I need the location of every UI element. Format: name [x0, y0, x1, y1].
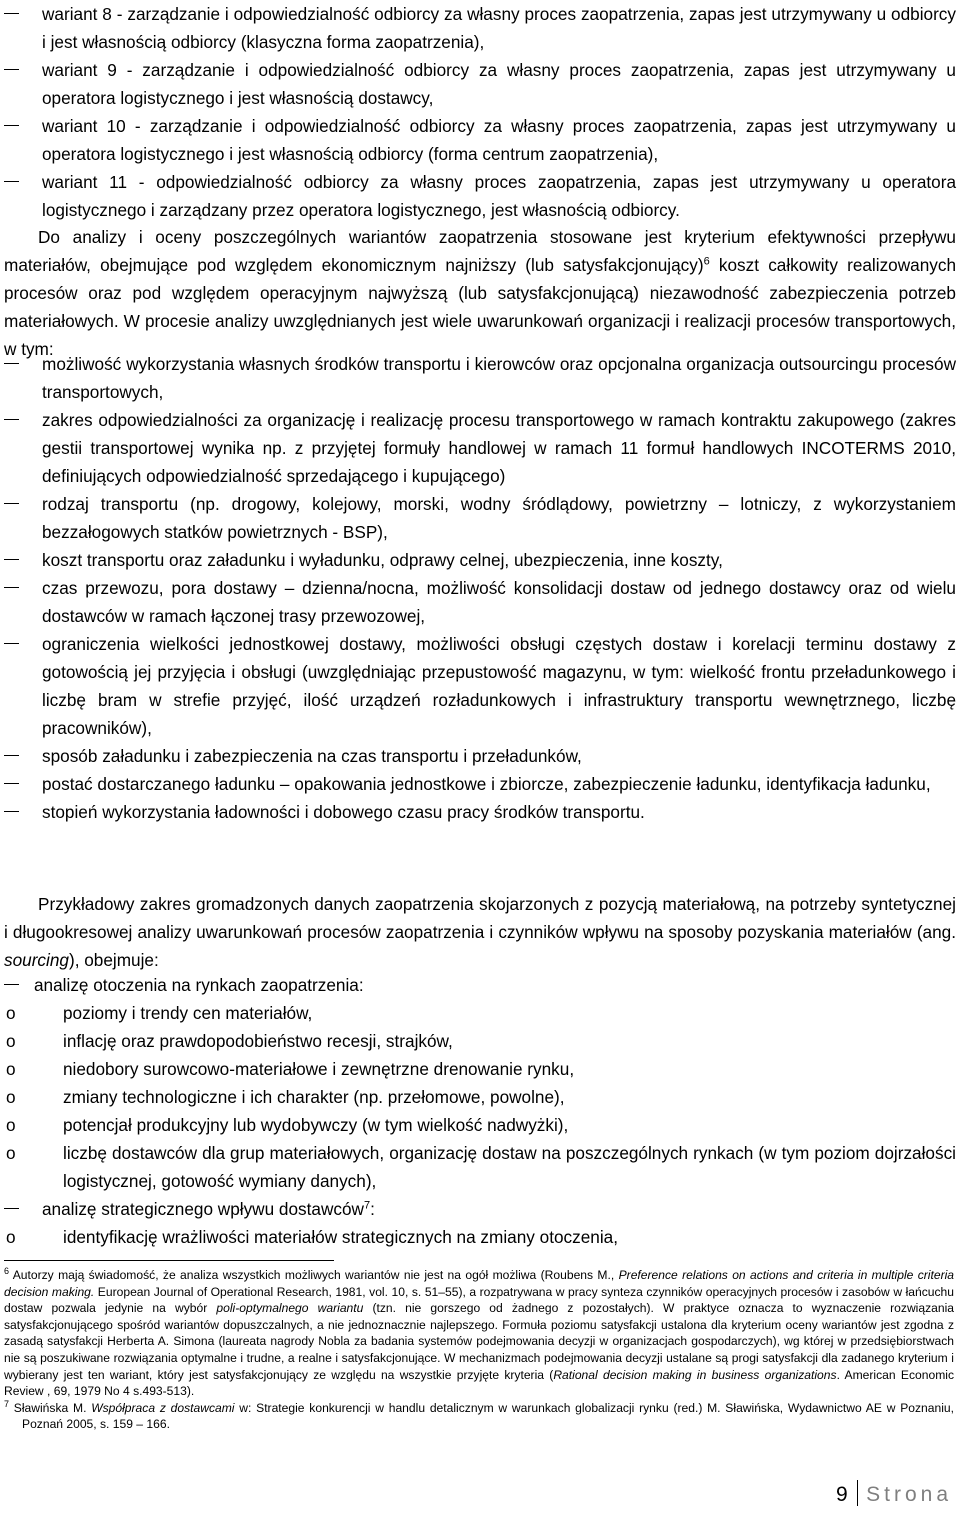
sublist-item: o poziomy i trendy cen materiałów, — [4, 999, 956, 1027]
dash-marker — [4, 643, 19, 644]
page-number: 9 — [835, 1483, 848, 1506]
dash-marker — [4, 755, 19, 756]
footnote-ref: 7 — [363, 1199, 371, 1212]
dash-marker — [4, 13, 19, 14]
dash-marker — [4, 587, 19, 588]
list-item: stopień wykorzystania ładowności i dobowego czasu pracy środków transportu. — [4, 798, 956, 826]
dash-marker — [4, 419, 19, 420]
list-item: wariant 8 - zarządzanie i odpowiedzialność odbiorcy za własny proces zaopatrzenia, zapas jest utrzymywany u odbiorcy i jest własnością odbiorcy (klasyczna forma zaopatrzenia), — [4, 0, 956, 56]
list-item: postać dostarczanego ładunku – opakowania jednostkowe i zbiorcze, zabezpieczenie ładunku, identyfikacja ładunku, — [4, 770, 956, 798]
list-item: rodzaj transportu (np. drogowy, kolejowy, morski, wodny śródlądowy, powietrzny – lotniczy, z wykorzystaniem bezzałogowych statków powietrznych - BSP), — [4, 490, 956, 546]
paragraph-efficiency-criterion: Do analizy i oceny poszczególnych wariantów zaopatrzenia stosowane jest kryterium efektywności przepływu materiałów, obejmujące pod względem ekonomicznym najniższy (lub satysfakcjonujący)$^6$ koszt całkowity realizowanych procesów oraz pod względem operacyjnym najwyższą (lub satysfakcjonującą) niezawodność zabezpieczenia potrzeb materiałowych. W procesie analizy uwzględnianych jest wiele uwarunkowań organizacji i realizacji procesów transportowych, w tym: — [4, 227, 957, 359]
list-item: analizę strategicznego wpływu dostawców$^7$: — [4, 1195, 956, 1223]
footnote-number: 6 — [4, 1265, 10, 1276]
circle-marker: o — [6, 1087, 16, 1107]
dash-marker — [4, 1208, 19, 1209]
list-item: wariant 9 - zarządzanie i odpowiedzialność odbiorcy za własny proces zaopatrzenia, zapas jest utrzymywany u operatora logistycznego i jest własnością dostawcy, — [4, 56, 956, 112]
footer-separator — [857, 1480, 859, 1506]
list-item: czas przewozu, pora dostawy – dzienna/nocna, możliwość konsolidacji dostaw od jednego dostawcy oraz od wielu dostawców w ramach łączonej trasy przewozowej, — [4, 574, 956, 630]
dash-marker — [4, 503, 19, 504]
list-item: analizę otoczenia na rynkach zaopatrzenia: — [4, 971, 956, 999]
environment-analysis-sublist — [4, 999, 956, 1195]
footnote-separator — [4, 1260, 334, 1261]
circle-marker: o — [6, 1143, 16, 1163]
dash-marker — [4, 783, 19, 784]
sublist-item: o niedobory surowcowo-materiałowe i zewnętrzne drenowanie rynku, — [4, 1055, 956, 1083]
list-item: wariant 11 - odpowiedzialność odbiorcy za własny proces zaopatrzenia, zapas jest utrzymywany u operatora logistycznego i zarządzany przez operatora logistycznego, jest własnością odbiorcy. — [4, 168, 956, 224]
footnote-6: $^6$ Autorzy mają świadomość, że analiza wszystkich możliwych wariantów nie jest na ogół możliwa (Roubens M., Preference relations on actions and criteria in multiple criteria decision making. European Journal of Operational Research, 1981, vol. 10, s. 51–55), a rozpatrywana w pracy synteza czynników operacyjnych procesów i zasobów w łańcuchu dostaw pozwala jedynie na wybór poli-optymalnego wariantu (tzn. nie gorszego od żadnego z pozostałych). W praktyce oznacza to wyznaczenie rozwiązania satysfakcjonującego spośród wariantów dopuszczalnych, a nie jednoznacznie najlepszego. Formuła poziomu satysfakcji ustalona dla kryterium oceny wariantów jest zgodna z zasadą satysfakcji Herberta A. Simona (laureata nagrody Nobla za badania systemów podejmowania decyzji w organizacjach gospodarczych), wg której w przedsiębiorstwach nie są poszukiwane rozwiązania optymalne i trudne, a realne i satysfakcjonujące. W mechanizmach podejmowania decyzji ustalane są progi satysfakcji dla zadanego kryterium i wybierany jest ten wariant, który jest satysfakcjonujący ze względu na wszystkie przyjęte kryteria (Rational decision making in business organizations. American Economic Review , 69, 1979 No 4 s.493-513). — [4, 1265, 955, 1399]
dash-marker — [4, 181, 19, 182]
page-label: Strona — [866, 1483, 952, 1506]
dash-marker — [4, 125, 19, 126]
paragraph-sourcing-data: Przykładowy zakres gromadzonych danych zaopatrzenia skojarzonych z pozycją materiałową, na potrzeby syntetycznej i długookresowej analizy uwarunkowań procesów zaopatrzenia i czynników wpływu na sposoby pozyskania materiałów (ang. sourcing), obejmuje: — [4, 894, 956, 970]
page-footer — [552, 1480, 952, 1517]
list-item: możliwość wykorzystania własnych środków transportu i kierowców oraz opcjonalna organizacja outsourcingu procesów transportowych, — [4, 350, 956, 406]
variant-list — [4, 0, 956, 224]
dash-marker — [4, 69, 19, 70]
dash-marker — [4, 811, 19, 812]
list-item: ograniczenia wielkości jednostkowej dostawy, możliwości obsługi częstych dostaw i korelacji terminu dostawy z gotowością jej przyjęcia i obsługi (uwzględniając przepustowość magazynu, w tym: wielkość frontu przeładunkowego i liczbę bram w strefie przyjęć, ilość urządzeń rozładunkowych i infrastruktury transportu wewnętrznego, liczbę pracowników), — [4, 630, 956, 742]
list-item: sposób załadunku i zabezpieczenia na czas transportu i przeładunków, — [4, 742, 956, 770]
strategic-analysis-sublist — [4, 1223, 956, 1251]
footnote-number: 7 — [4, 1398, 10, 1409]
list-item: zakres odpowiedzialności za organizację i realizację procesu transportowego w ramach kontraktu zakupowego (zakres gestii transportowej wynika np. z przyjętej formuły handlowej w ramach 11 formuł handlowych INCOTERMS 2010, definiujących odpowiedzialność sprzedającego i kupującego) — [4, 406, 956, 490]
sublist-item: o zmiany technologiczne i ich charakter (np. przełomowe, powolne), — [4, 1083, 956, 1111]
sublist-item: o inflację oraz prawdopodobieństwo recesji, strajków, — [4, 1027, 956, 1055]
analysis-scope-list — [4, 971, 956, 1251]
footnote-7: $^7$ Sławińska M. Współpraca z dostawcami w: Strategie konkurencji w handlu detalicznym w warunkach globalizacji rynku (red.) M. Sławińska, Wydawnictwo AE w Poznaniu, Poznań 2005, s. 159 – 166. — [4, 1398, 954, 1432]
dash-marker — [4, 363, 19, 364]
circle-marker: o — [6, 1031, 16, 1051]
sublist-item: o potencjał produkcyjny lub wydobywczy (w tym wielkość nadwyżki), — [4, 1111, 956, 1139]
footnote-ref: 6 — [703, 255, 710, 268]
list-item: wariant 10 - zarządzanie i odpowiedzialność odbiorcy za własny proces zaopatrzenia, zapas jest utrzymywany u operatora logistycznego i jest własnością odbiorcy (forma centrum zaopatrzenia), — [4, 112, 956, 168]
list-item: koszt transportu oraz załadunku i wyładunku, odprawy celnej, ubezpieczenia, inne koszty, — [4, 546, 956, 574]
circle-marker: o — [6, 1227, 16, 1247]
circle-marker: o — [6, 1003, 16, 1023]
dash-marker — [4, 984, 19, 985]
footnotes — [4, 1260, 954, 1433]
transport-conditions-list — [4, 350, 956, 826]
circle-marker: o — [6, 1059, 16, 1079]
sublist-item: o liczbę dostawców dla grup materiałowych, organizację dostaw na poszczególnych rynkach (w tym poziom dojrzałości logistycznej, gotowość wymiany danych), — [4, 1139, 956, 1195]
sublist-item: o identyfikację wrażliwości materiałów strategicznych na zmiany otoczenia, — [4, 1223, 956, 1251]
circle-marker: o — [6, 1115, 16, 1135]
dash-marker — [4, 559, 19, 560]
